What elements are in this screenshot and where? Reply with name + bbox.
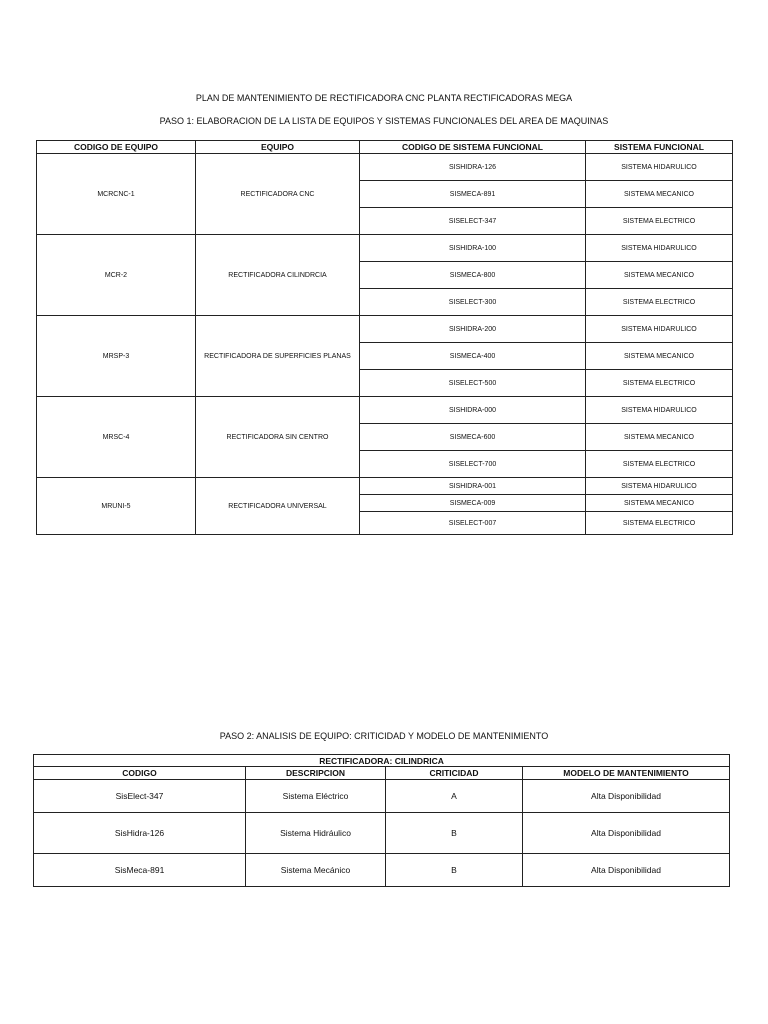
system-code-cell: SISELECT-700 [360, 451, 586, 478]
table-row [37, 154, 733, 181]
system-code-cell: SISHIDRA-200 [360, 316, 586, 343]
header-code: CODIGO [34, 767, 246, 780]
maintenance-model-cell: Alta Disponibilidad [523, 780, 730, 813]
system-name-cell: SISTEMA MECANICO [586, 181, 733, 208]
system-name-cell: SISTEMA HIDARULICO [586, 478, 733, 495]
maintenance-model-cell: Alta Disponibilidad [523, 813, 730, 854]
system-code-cell: SISHIDRA-000 [360, 397, 586, 424]
description-cell: Sistema Eléctrico [246, 780, 386, 813]
system-name-cell: SISTEMA HIDARULICO [586, 316, 733, 343]
system-name-cell: SISTEMA HIDARULICO [586, 235, 733, 262]
equipment-name-cell: RECTIFICADORA DE SUPERFICIES PLANAS [196, 316, 360, 397]
system-code-cell: SISELECT-347 [360, 208, 586, 235]
system-code-cell: SISHIDRA-100 [360, 235, 586, 262]
description-cell: Sistema Mecánico [246, 854, 386, 887]
table-row [37, 397, 733, 424]
system-name-cell: SISTEMA MECANICO [586, 262, 733, 289]
table-row [34, 854, 730, 887]
table-header-row [37, 141, 733, 154]
system-name-cell: SISTEMA MECANICO [586, 495, 733, 512]
step1-heading: PASO 1: ELABORACION DE LA LISTA DE EQUIPOS Y SISTEMAS FUNCIONALES DEL AREA DE MAQUINAS [159, 116, 609, 126]
criticality-cell: B [386, 813, 523, 854]
equipment-code-cell: MCRCNC-1 [37, 154, 196, 235]
system-code-cell: SISHIDRA-001 [360, 478, 586, 495]
equipment-code-cell: MRSP-3 [37, 316, 196, 397]
header-description: DESCRIPCION [246, 767, 386, 780]
equipment-systems-table [36, 140, 733, 535]
equipment-name-cell: RECTIFICADORA CILINDRCIA [196, 235, 360, 316]
system-name-cell: SISTEMA HIDARULICO [586, 154, 733, 181]
system-name-cell: SISTEMA ELECTRICO [586, 451, 733, 478]
maintenance-model-cell: Alta Disponibilidad [523, 854, 730, 887]
equipment-code-cell: MRUNI-5 [37, 478, 196, 535]
system-code-cell: SISMECA-009 [360, 495, 586, 512]
equipment-code-cell: MCR-2 [37, 235, 196, 316]
document-title: PLAN DE MANTENIMIENTO DE RECTIFICADORA CNC PLANTA RECTIFICADORAS MEGA [195, 93, 573, 103]
criticality-cell: A [386, 780, 523, 813]
table-caption-row [34, 755, 730, 767]
equipment-name-cell: RECTIFICADORA UNIVERSAL [196, 478, 360, 535]
system-name-cell: SISTEMA MECANICO [586, 424, 733, 451]
system-name-cell: SISTEMA HIDARULICO [586, 397, 733, 424]
header-system-code: CODIGO DE SISTEMA FUNCIONAL [360, 141, 586, 154]
step2-heading: PASO 2: ANALISIS DE EQUIPO: CRITICIDAD Y MODELO DE MANTENIMIENTO [219, 731, 549, 741]
system-name-cell: SISTEMA MECANICO [586, 343, 733, 370]
system-name-cell: SISTEMA ELECTRICO [586, 289, 733, 316]
table-caption: RECTIFICADORA: CILINDRICA [34, 755, 730, 767]
system-code-cell: SISELECT-007 [360, 512, 586, 535]
code-cell: SisElect-347 [34, 780, 246, 813]
table-row [34, 780, 730, 813]
system-name-cell: SISTEMA ELECTRICO [586, 208, 733, 235]
table-row [34, 813, 730, 854]
description-cell: Sistema Hidráulico [246, 813, 386, 854]
system-name-cell: SISTEMA ELECTRICO [586, 370, 733, 397]
table-row [37, 316, 733, 343]
equipment-name-cell: RECTIFICADORA SIN CENTRO [196, 397, 360, 478]
criticality-table [33, 754, 730, 887]
header-equipment: EQUIPO [196, 141, 360, 154]
header-criticality: CRITICIDAD [386, 767, 523, 780]
system-code-cell: SISMECA-600 [360, 424, 586, 451]
code-cell: SisHidra-126 [34, 813, 246, 854]
system-code-cell: SISMECA-891 [360, 181, 586, 208]
system-code-cell: SISMECA-800 [360, 262, 586, 289]
code-cell: SisMeca-891 [34, 854, 246, 887]
system-code-cell: SISMECA-400 [360, 343, 586, 370]
table-row [37, 478, 733, 495]
header-maintenance-model: MODELO DE MANTENIMIENTO [523, 767, 730, 780]
system-code-cell: SISELECT-500 [360, 370, 586, 397]
system-code-cell: SISHIDRA-126 [360, 154, 586, 181]
system-name-cell: SISTEMA ELECTRICO [586, 512, 733, 535]
criticality-cell: B [386, 854, 523, 887]
equipment-code-cell: MRSC-4 [37, 397, 196, 478]
equipment-name-cell: RECTIFICADORA CNC [196, 154, 360, 235]
header-system-name: SISTEMA FUNCIONAL [586, 141, 733, 154]
table-header-row [34, 767, 730, 780]
table-row [37, 235, 733, 262]
header-equipment-code: CODIGO DE EQUIPO [37, 141, 196, 154]
system-code-cell: SISELECT-300 [360, 289, 586, 316]
